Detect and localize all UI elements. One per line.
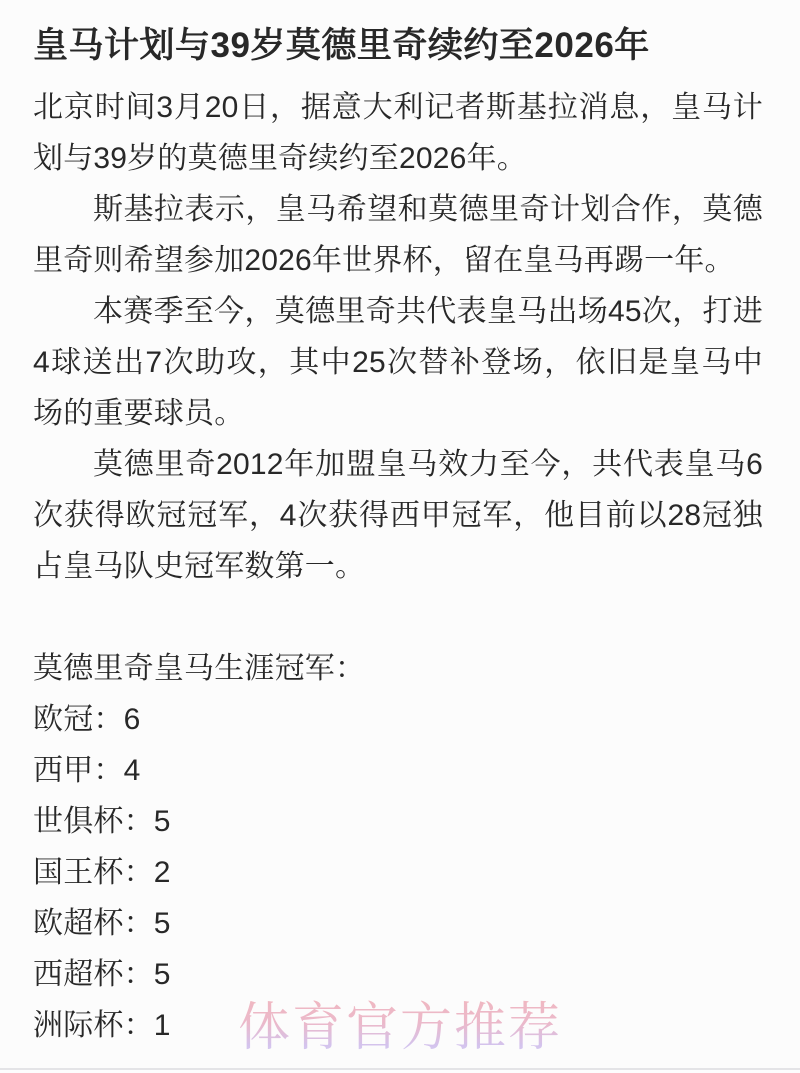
paragraph-1: 北京时间3月20日，据意大利记者斯基拉消息，皇马计划与39岁的莫德里奇续约至2026年。 xyxy=(33,91,763,175)
honors-heading: 莫德里奇皇马生涯冠军： xyxy=(33,652,366,685)
paragraph-4: 莫德里奇2012年加盟皇马效力至今，共代表皇马6次获得欧冠冠军，4次获得西甲冠军，他目前以28冠独占皇马队史冠军数第一。 xyxy=(33,448,763,583)
paragraph-2: 斯基拉表示，皇马希望和莫德里奇计划合作，莫德里奇则希望参加2026年世界杯，留在皇马再踢一年。 xyxy=(33,193,763,277)
paragraph-3: 本赛季至今，莫德里奇共代表皇马出场45次，打进4球送出7次助攻，其中25次替补登场，依旧是皇马中场的重要球员。 xyxy=(33,295,763,430)
honor-item-intercontinental-cup: 洲际杯：1 xyxy=(33,1009,171,1042)
honor-item-uefa-super-cup: 欧超杯：5 xyxy=(33,907,171,940)
honors-list xyxy=(33,643,763,1051)
honor-item-club-world-cup: 世俱杯：5 xyxy=(33,805,171,838)
honor-item-champions-league: 欧冠：6 xyxy=(33,703,141,736)
honor-item-spanish-super-cup: 西超杯：5 xyxy=(33,958,171,991)
bottom-divider xyxy=(0,1068,800,1073)
article-title: 皇马计划与39岁莫德里奇续约至2026年 xyxy=(33,26,650,65)
honor-item-la-liga: 西甲：4 xyxy=(33,754,141,787)
honor-item-copa-del-rey: 国王杯：2 xyxy=(33,856,171,889)
watermark-text: 体育官方推荐 xyxy=(238,1000,563,1057)
